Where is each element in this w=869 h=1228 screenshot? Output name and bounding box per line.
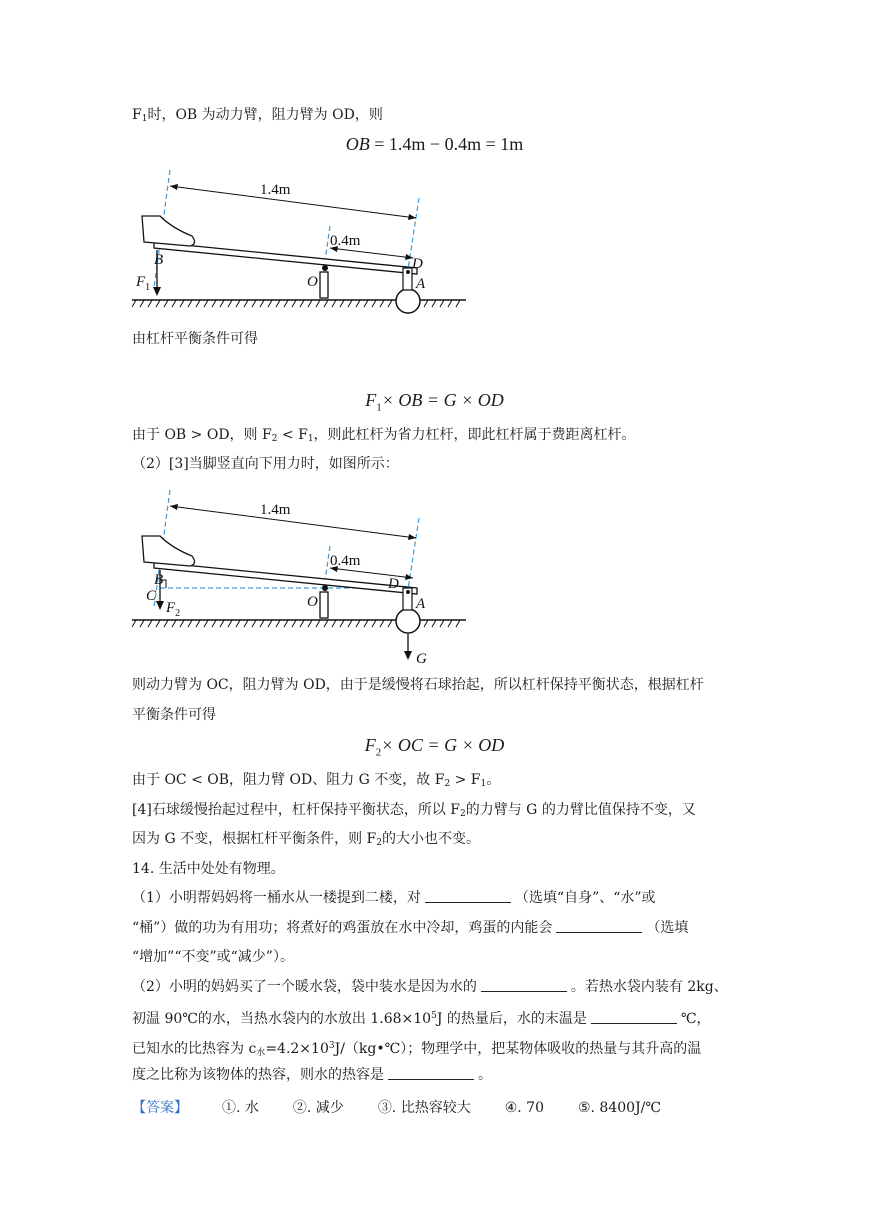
answer-item: ①. 水 xyxy=(222,1100,259,1116)
answer-tag: 【答案】 xyxy=(132,1100,188,1116)
label-a: A xyxy=(416,596,426,612)
text-line: 因为 G 不变，根据杠杆平衡条件，则 $F_2$的大小也不变。 xyxy=(132,831,480,848)
label-f2: $F_2$ xyxy=(166,600,181,619)
question-text: （2）小明的妈妈买了一个暖水袋，袋中装水是因为水的 。若热水袋内装有 2kg、 xyxy=(132,979,728,995)
label-d: D xyxy=(412,256,423,272)
label-length-total: 1.4m xyxy=(260,182,291,198)
pivot-support xyxy=(320,272,328,298)
label-o: O xyxy=(307,274,318,290)
label-d: D xyxy=(388,576,399,592)
lever-plank xyxy=(154,242,417,274)
label-c: C xyxy=(146,588,157,604)
text-line: 由于 OC < OB，阻力臂 OD、阻力 G 不变，故 $F_2 > F_1$。 xyxy=(132,772,501,789)
question-text: （1）小明帮妈妈将一桶水从一楼提到二楼，对 （选填“自身”、“水”或 xyxy=(132,890,656,906)
answer-item: ⑤. 8400J/℃ xyxy=(577,1100,662,1116)
label-f1: $F_1$ xyxy=(136,274,151,293)
label-b: B xyxy=(154,572,164,588)
answer-blank[interactable] xyxy=(425,890,511,903)
question-text: 度之比称为该物体的热容，则水的热容是 。 xyxy=(132,1067,492,1083)
answer-blank[interactable] xyxy=(556,920,642,933)
text-line: 由杠杆平衡条件可得 xyxy=(132,331,258,347)
question-text: 已知水的比热容为 $c_水=4.2\times 10^3J/(kg•℃)$；物理学中，把某物体吸收的热量与其升高的温 xyxy=(132,1041,702,1058)
text-line: $F_1$时，OB 为动力臂，阻力臂为 OD，则 xyxy=(132,107,383,124)
text-line: [4]石球缓慢抬起过程中，杠杆保持平衡状态，所以 $F_2$的力臂与 G 的力臂比值保持不变，又 xyxy=(132,802,696,819)
label-a: A xyxy=(416,276,426,292)
shoe-icon xyxy=(142,216,195,246)
lever-diagram-2 xyxy=(132,488,468,670)
text-line: 平衡条件可得 xyxy=(132,707,216,723)
stone-ball xyxy=(396,609,420,633)
lever-diagram-1 xyxy=(132,168,468,320)
equation-ob: OB = 1.4m − 0.4m = 1m xyxy=(345,134,524,154)
answer-item: ③. 比热容较大 xyxy=(377,1100,471,1116)
label-g: G xyxy=(416,651,427,667)
dimension-arrow-od xyxy=(330,248,413,258)
question-text: “增加”“不变”或“减少”）。 xyxy=(132,949,294,965)
text-line: 由于 OB > OD，则 $F_2 < F_1$，则此杠杆为省力杠杆，即此杠杆属于费距离杠杆。 xyxy=(132,427,636,444)
equation-f1-balance: $F_1\times$ OB = G × OD xyxy=(365,390,504,414)
answer-item: ④. 70 xyxy=(504,1100,544,1116)
label-o: O xyxy=(307,594,318,610)
answer-blank[interactable] xyxy=(591,1011,677,1024)
question-text: “桶”）做的功为有用功；将煮好的鸡蛋放在水中冷却，鸡蛋的内能会 （选填 xyxy=(132,920,689,936)
shoe-icon xyxy=(142,536,195,566)
label-b: B xyxy=(154,252,164,268)
answer-blank[interactable] xyxy=(388,1067,474,1080)
answer-row xyxy=(132,1097,661,1119)
text-line: （2）[3]当脚竖直向下用力时，如图所示： xyxy=(132,456,399,472)
label-length-od: 0.4m xyxy=(330,233,361,249)
answer-blank[interactable] xyxy=(481,979,567,992)
question-title: 14. 生活中处处有物理。 xyxy=(132,861,285,877)
label-length-total: 1.4m xyxy=(260,502,291,518)
text-line: 则动力臂为 OC，阻力臂为 OD，由于是缓慢将石球抬起，所以杠杆保持平衡状态，根据杠杆 xyxy=(132,677,704,693)
pivot-support xyxy=(320,592,328,618)
label-length-od: 0.4m xyxy=(330,553,361,569)
question-text: 初温 90℃的水，当热水袋内的水放出 $1.68\times 10^5J$ 的热量后，水的末温是 ℃， xyxy=(132,1011,711,1027)
answer-item: ②. 减少 xyxy=(292,1100,344,1116)
equation-f2-balance: $F_2\times$ OC = G × OD xyxy=(364,735,505,759)
lever-plank xyxy=(154,562,417,594)
pivot-point xyxy=(322,265,328,271)
dimension-arrow-total xyxy=(170,186,416,218)
stone-ball xyxy=(396,289,420,313)
